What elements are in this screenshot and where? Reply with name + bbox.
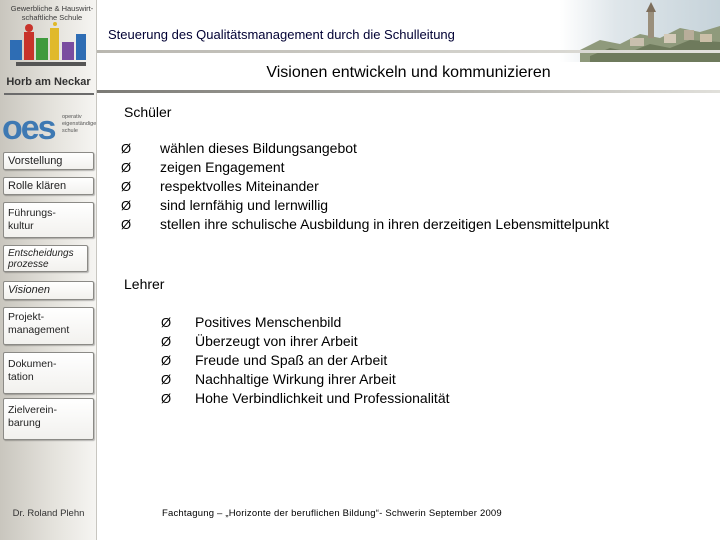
sidebar-item-projektmanagement[interactable]: [3, 307, 94, 345]
footer-text: Fachtagung – „Horizonte der beruflichen Bildung“- Schwerin September 2009: [162, 508, 502, 519]
school-name: [10, 4, 94, 22]
sidebar-item-label: Visionen: [8, 284, 50, 296]
list-item-text: wählen dieses Bildungsangebot: [160, 140, 357, 156]
sidebar-item-label: Entscheidungs: [8, 248, 74, 259]
list-item: [121, 215, 610, 234]
list-item-text: zeigen Engagement: [160, 159, 285, 175]
presenter-name: Dr. Roland Plehn: [12, 508, 85, 519]
sidebar-item-label: Rolle klären: [8, 180, 67, 192]
sidebar-item-label: Vorstellung: [8, 155, 63, 167]
schueler-bullet-list: [121, 139, 610, 234]
sidebar: [0, 0, 97, 540]
oes-logo-subtitle: operativ eigenständige schule: [62, 114, 97, 134]
arrow-bullet-icon: Ø: [121, 141, 132, 156]
sidebar-item-label: Projekt-: [8, 311, 45, 323]
arrow-bullet-icon: Ø: [161, 315, 172, 330]
list-item-text: Nachhaltige Wirkung ihrer Arbeit: [195, 371, 396, 387]
list-item-text: Überzeugt von ihrer Arbeit: [195, 333, 358, 349]
sidebar-item-label-line2: barung: [8, 417, 41, 429]
town-label: Horb am Neckar: [6, 76, 91, 88]
sidebar-item-vorstellung[interactable]: [3, 152, 94, 170]
school-name-line1: Gewerbliche & Hauswirt-: [10, 4, 94, 13]
sidebar-item-label: Führungs-: [8, 207, 56, 219]
sidebar-item-label-line2: management: [8, 324, 70, 336]
sidebar-item-label-line2: prozesse: [8, 259, 49, 270]
arrow-bullet-icon: Ø: [161, 391, 172, 406]
page-subtitle: Visionen entwickeln und kommunizieren: [266, 64, 551, 81]
sidebar-item-visionen[interactable]: [3, 281, 94, 300]
list-item: [161, 370, 450, 389]
section-title-lehrer: Lehrer: [124, 276, 165, 292]
list-item: [161, 332, 450, 351]
list-item: [121, 177, 609, 196]
sidebar-item-dokumentation[interactable]: [3, 352, 94, 394]
school-logo-icon: [6, 22, 94, 72]
list-item: [121, 196, 609, 215]
sidebar-item-label-line2: kultur: [8, 220, 34, 232]
arrow-bullet-icon: Ø: [161, 353, 172, 368]
section-title-schueler: Schüler: [124, 104, 172, 120]
header-divider: [97, 50, 720, 53]
list-item-text: stellen ihre schulische Ausbildung in ihren derzeitigen Lebensmittelpunkt: [160, 216, 610, 232]
page-title: Steuerung des Qualitätsmanagement durch die Schulleitung: [108, 27, 455, 42]
sidebar-item-entscheidungsprozesse[interactable]: [3, 245, 88, 272]
sidebar-item-label: Zielverein-: [8, 404, 58, 416]
arrow-bullet-icon: Ø: [161, 334, 172, 349]
list-item-text: Positives Menschenbild: [195, 314, 342, 330]
arrow-bullet-icon: Ø: [121, 179, 132, 194]
lehrer-bullet-list: [161, 313, 450, 408]
list-item-text: sind lernfähig und lernwillig: [160, 197, 329, 213]
list-item: [161, 389, 450, 408]
list-item-text: respektvolles Miteinander: [160, 178, 319, 194]
list-item-text: Freude und Spaß an der Arbeit: [195, 352, 388, 368]
sidebar-item-label-line2: tation: [8, 371, 34, 383]
school-name-line2: schaftliche Schule: [21, 13, 83, 22]
arrow-bullet-icon: Ø: [121, 217, 132, 232]
oes-logo: oes: [2, 109, 55, 147]
sidebar-item-label: Dokumen-: [8, 358, 57, 370]
sidebar-item-zielvereinbarung[interactable]: [3, 398, 94, 440]
list-item: [161, 313, 450, 332]
list-item: [161, 351, 450, 370]
arrow-bullet-icon: Ø: [161, 372, 172, 387]
list-item-text: Hohe Verbindlichkeit und Professionalität: [195, 390, 450, 406]
list-item: [121, 158, 609, 177]
arrow-bullet-icon: Ø: [121, 198, 132, 213]
sidebar-item-fuehrungskultur[interactable]: [3, 202, 94, 238]
town-underline: [4, 93, 94, 95]
subtitle-divider: [97, 90, 720, 93]
sidebar-item-rolle-klaeren[interactable]: [3, 177, 94, 195]
list-item: [121, 139, 609, 158]
arrow-bullet-icon: Ø: [121, 160, 132, 175]
